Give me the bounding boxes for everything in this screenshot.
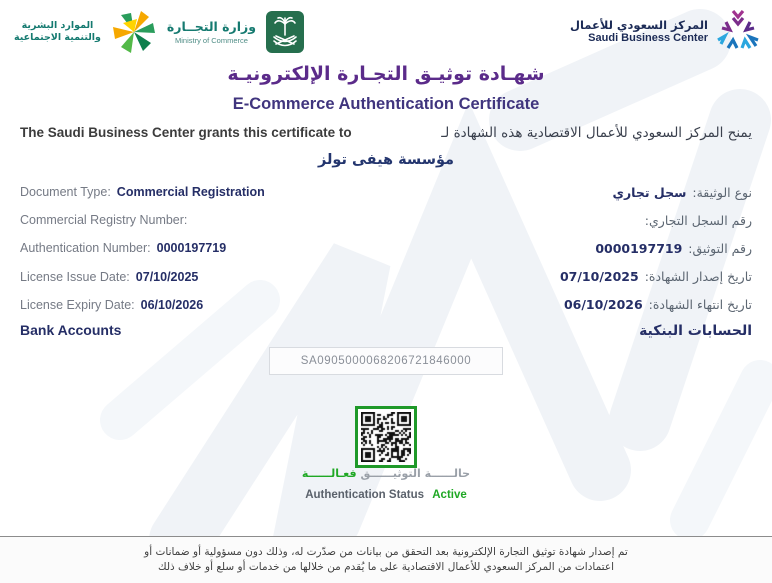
saudi-emblem-icon [266,11,304,53]
status-value-ar: فعـالــــــة [301,467,357,480]
certificate-title-english: E-Commerce Authentication Certificate [232,95,540,113]
grant-statement-english: The Saudi Business Center grants this certificate to [20,125,352,140]
sbc-label: المركز السعودي للأعمال Saudi Business Center [570,18,708,44]
status-label-ar: حالــــــة التوثيــــــق [360,467,471,480]
field-label-ar: تاريخ انتهاء الشهادة:06/10/2026 [563,297,752,313]
footer-disclaimer [0,537,772,583]
field-row-authentication-number [20,234,752,262]
authentication-status-english [0,489,772,501]
company-name: مؤسسة هيفى تولز [317,152,455,168]
ministries-logo-group [14,9,304,55]
footer-line-1: تم إصدار شهادة توثيق التجارة الإلكترونية بعد التحقق من بيانات من صدّرت له، وذلك دون مسؤولية أو ضمانات أو [144,546,628,558]
qr-code-canvas [361,412,411,462]
field-value-en: 06/10/2026 [140,297,204,312]
field-label-ar: رقم التوثيق:0000197719 [595,240,752,256]
bank-accounts-heading-row [20,322,752,339]
bank-accounts-heading-english: Bank Accounts [20,322,122,338]
commerce-ministry-label: وزارة التجــارة Ministry of Commerce [166,18,257,45]
status-value-en: Active [432,489,467,501]
field-value-en: 07/10/2025 [135,269,199,284]
field-label-en: Document Type: Commercial Registration [20,185,265,200]
field-value-en: Commercial Registration [116,185,265,200]
grant-statement-arabic: يمنح المركز السعودي للأعمال الاقتصادية هذه الشهادة لـ [441,125,752,141]
sbc-logo-group [570,10,760,54]
bank-accounts-heading-arabic: الحسابات البنكية [639,323,752,339]
header [14,8,760,56]
field-value-ar: سجل تجاري [612,184,687,200]
footer-line-2: اعتمادات من المركز السعودي للأعمال الاقتصادية على ما يُقدم من خلالها من خدمات أو سلع أو خلاف ذلك [157,561,615,573]
qr-code [355,406,417,468]
grant-statement-row [20,125,752,141]
hr-ministry-logo-icon [111,9,157,55]
field-row-registry-number [20,206,752,234]
field-label-en: Commercial Registry Number: [20,213,188,228]
hr-ministry-label: الموارد البشرية والتنمية الاجتماعية [14,20,101,43]
field-row-expiry-date [20,291,752,319]
field-row-document-type [20,178,752,206]
field-label-ar: رقم السجل التجاري: [644,212,752,228]
status-label-en: Authentication Status [305,489,425,501]
field-value-ar: 07/10/2025 [559,269,639,285]
field-label-en: License Issue Date: 07/10/2025 [20,269,199,284]
sbc-logo-icon [716,10,760,54]
iban-box [269,347,503,375]
field-label-ar: نوع الوثيقة:سجل تجاري [612,184,752,200]
field-value-ar: 0000197719 [595,240,683,256]
field-value-ar: 06/10/2026 [563,297,643,313]
field-row-issue-date [20,263,752,291]
field-label-en: License Expiry Date: 06/10/2026 [20,297,204,312]
certificate-title-arabic: شهـادة توثيـق التجـارة الإلكترونيـة [227,63,545,85]
authentication-status-arabic [0,467,772,480]
iban-value: SA0905000068206721846000 [300,355,472,367]
field-label-en: Authentication Number: 0000197719 [20,241,227,256]
field-label-ar: تاريخ إصدار الشهادة:07/10/2025 [559,269,752,285]
field-value-en: 0000197719 [156,241,227,256]
certificate-fields [20,178,752,319]
